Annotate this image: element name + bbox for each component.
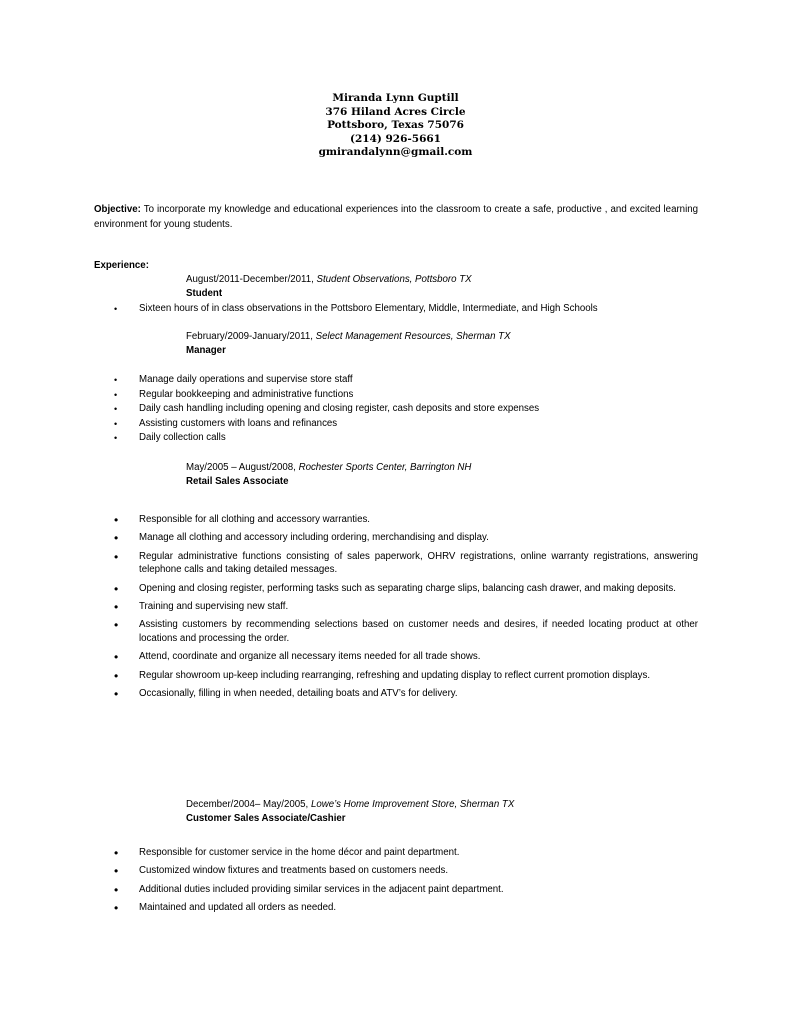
duty-text: Opening and closing register, performing tasks such as separating charge slips, balancing cash drawer, and making deposits. xyxy=(139,582,676,594)
job-dates-employer xyxy=(186,798,514,812)
duty-item xyxy=(94,550,698,577)
duty-text: Manage all clothing and accessory including ordering, merchandising and display. xyxy=(139,532,489,544)
job-header xyxy=(186,330,511,358)
bullet-icon: • xyxy=(114,846,119,860)
duty-item xyxy=(94,531,698,544)
job-duties-list xyxy=(94,513,698,705)
duty-text: Regular showroom up-keep including rearranging, refreshing and updating display to reflect current promotion displays. xyxy=(139,669,651,681)
bullet-icon: • xyxy=(114,882,119,897)
duty-text: Additional duties included providing similar services in the adjacent paint department. xyxy=(139,883,504,895)
duty-item xyxy=(94,513,698,526)
bullet-icon: • xyxy=(114,864,119,879)
job-duties-list xyxy=(94,846,698,920)
job-dates: May/2005 – August/2008, xyxy=(186,462,299,473)
job-dates: August/2011-December/2011, xyxy=(186,274,317,285)
duty-item xyxy=(94,901,698,914)
bullet-icon: • xyxy=(114,581,119,596)
job-employer: Rochester Sports Center, Barrington NH xyxy=(298,462,472,473)
duty-text: Manage daily operations and supervise store staff xyxy=(139,374,353,385)
job-employer: Lowe’s Home Improvement Store, Sherman TX xyxy=(310,799,515,810)
duty-item xyxy=(94,883,698,896)
duty-text: Assisting customers with loans and refinances xyxy=(139,417,338,429)
duty-item xyxy=(94,864,698,877)
duty-text: Assisting customers by recommending selections based on customer needs and desires, if needed locating product at other locations and processing the order. xyxy=(139,619,698,644)
job-dates: February/2009-January/2011, xyxy=(186,331,316,342)
bullet-icon: • xyxy=(114,304,118,314)
duty-item xyxy=(94,417,698,432)
bullet-icon: • xyxy=(114,901,119,916)
bullet-icon: • xyxy=(114,404,118,415)
job-dates-employer xyxy=(186,330,511,344)
job-dates: December/2004– May/2005, xyxy=(186,799,311,810)
duty-text: Customized window fixtures and treatments based on customers needs. xyxy=(139,865,449,877)
bullet-icon: • xyxy=(114,687,119,702)
job-duties-list xyxy=(94,373,698,446)
job-dates-employer xyxy=(186,273,472,287)
job-title: Student xyxy=(186,288,223,299)
email-address: gmirandalynn@gmail.com xyxy=(318,146,473,159)
bullet-icon: • xyxy=(114,513,119,527)
duty-item xyxy=(94,687,698,700)
duty-text: Maintained and updated all orders as needed. xyxy=(139,902,337,914)
job-duties-list xyxy=(94,302,698,317)
duty-item xyxy=(94,302,698,317)
objective-label: Objective: xyxy=(94,204,141,215)
job-title: Manager xyxy=(186,345,226,356)
job-header xyxy=(186,273,472,301)
bullet-icon: • xyxy=(114,600,119,615)
duty-text: Occasionally, filling in when needed, detailing boats and ATV’s for delivery. xyxy=(139,688,458,700)
duty-text: Daily collection calls xyxy=(139,432,226,444)
duty-item xyxy=(94,388,698,403)
contact-header xyxy=(0,92,791,160)
address-line-2: Pottsboro, Texas 75076 xyxy=(327,119,464,132)
duty-text: Regular bookkeeping and administrative functions xyxy=(139,388,354,400)
duty-item xyxy=(94,618,698,645)
experience-heading: Experience: xyxy=(94,260,149,271)
duty-item xyxy=(94,582,698,595)
duty-text: Attend, coordinate and organize all necessary items needed for all trade shows. xyxy=(139,651,481,663)
address-line-1: 376 Hiland Acres Circle xyxy=(325,105,466,118)
duty-item xyxy=(94,669,698,682)
job-dates-employer xyxy=(186,461,471,475)
objective-section xyxy=(94,202,698,232)
phone-number: (214) 926-5661 xyxy=(349,132,441,145)
duty-text: Responsible for customer service in the home décor and paint department. xyxy=(139,847,460,858)
job-header xyxy=(186,461,471,489)
applicant-name: Miranda Lynn Guptill xyxy=(332,92,459,104)
duty-text: Responsible for all clothing and accessory warranties. xyxy=(139,514,371,525)
job-title: Retail Sales Associate xyxy=(186,476,289,487)
bullet-icon: • xyxy=(114,418,118,429)
duty-text: Daily cash handling including opening and closing register, cash deposits and store expenses xyxy=(139,403,540,415)
bullet-icon: • xyxy=(114,618,119,633)
bullet-icon: • xyxy=(114,668,119,683)
job-employer: Student Observations, Pottsboro TX xyxy=(316,274,472,285)
duty-item xyxy=(94,431,698,446)
duty-text: Regular administrative functions consisting of sales paperwork, OHRV registrations, online warranty registrations, answering telephone calls and taking detailed messages. xyxy=(139,550,698,576)
bullet-icon: • xyxy=(114,531,119,546)
job-header xyxy=(186,798,514,826)
duty-text: Training and supervising new staff. xyxy=(139,601,289,613)
duty-item xyxy=(94,846,698,859)
duty-item xyxy=(94,373,698,388)
job-employer: Select Management Resources, Sherman TX xyxy=(315,331,511,342)
bullet-icon: • xyxy=(114,549,119,564)
duty-item xyxy=(94,600,698,613)
objective-text: To incorporate my knowledge and educational experiences into the classroom to create a safe, productive , and excited learning environment for young students. xyxy=(94,204,698,230)
bullet-icon: • xyxy=(114,375,118,385)
bullet-icon: • xyxy=(114,650,119,665)
job-title: Customer Sales Associate/Cashier xyxy=(186,813,346,824)
duty-text: Sixteen hours of in class observations in the Pottsboro Elementary, Middle, Intermediate, and High Schools xyxy=(139,303,598,314)
duty-item xyxy=(94,402,698,417)
bullet-icon: • xyxy=(114,433,118,444)
duty-item xyxy=(94,650,698,663)
bullet-icon: • xyxy=(114,389,118,400)
